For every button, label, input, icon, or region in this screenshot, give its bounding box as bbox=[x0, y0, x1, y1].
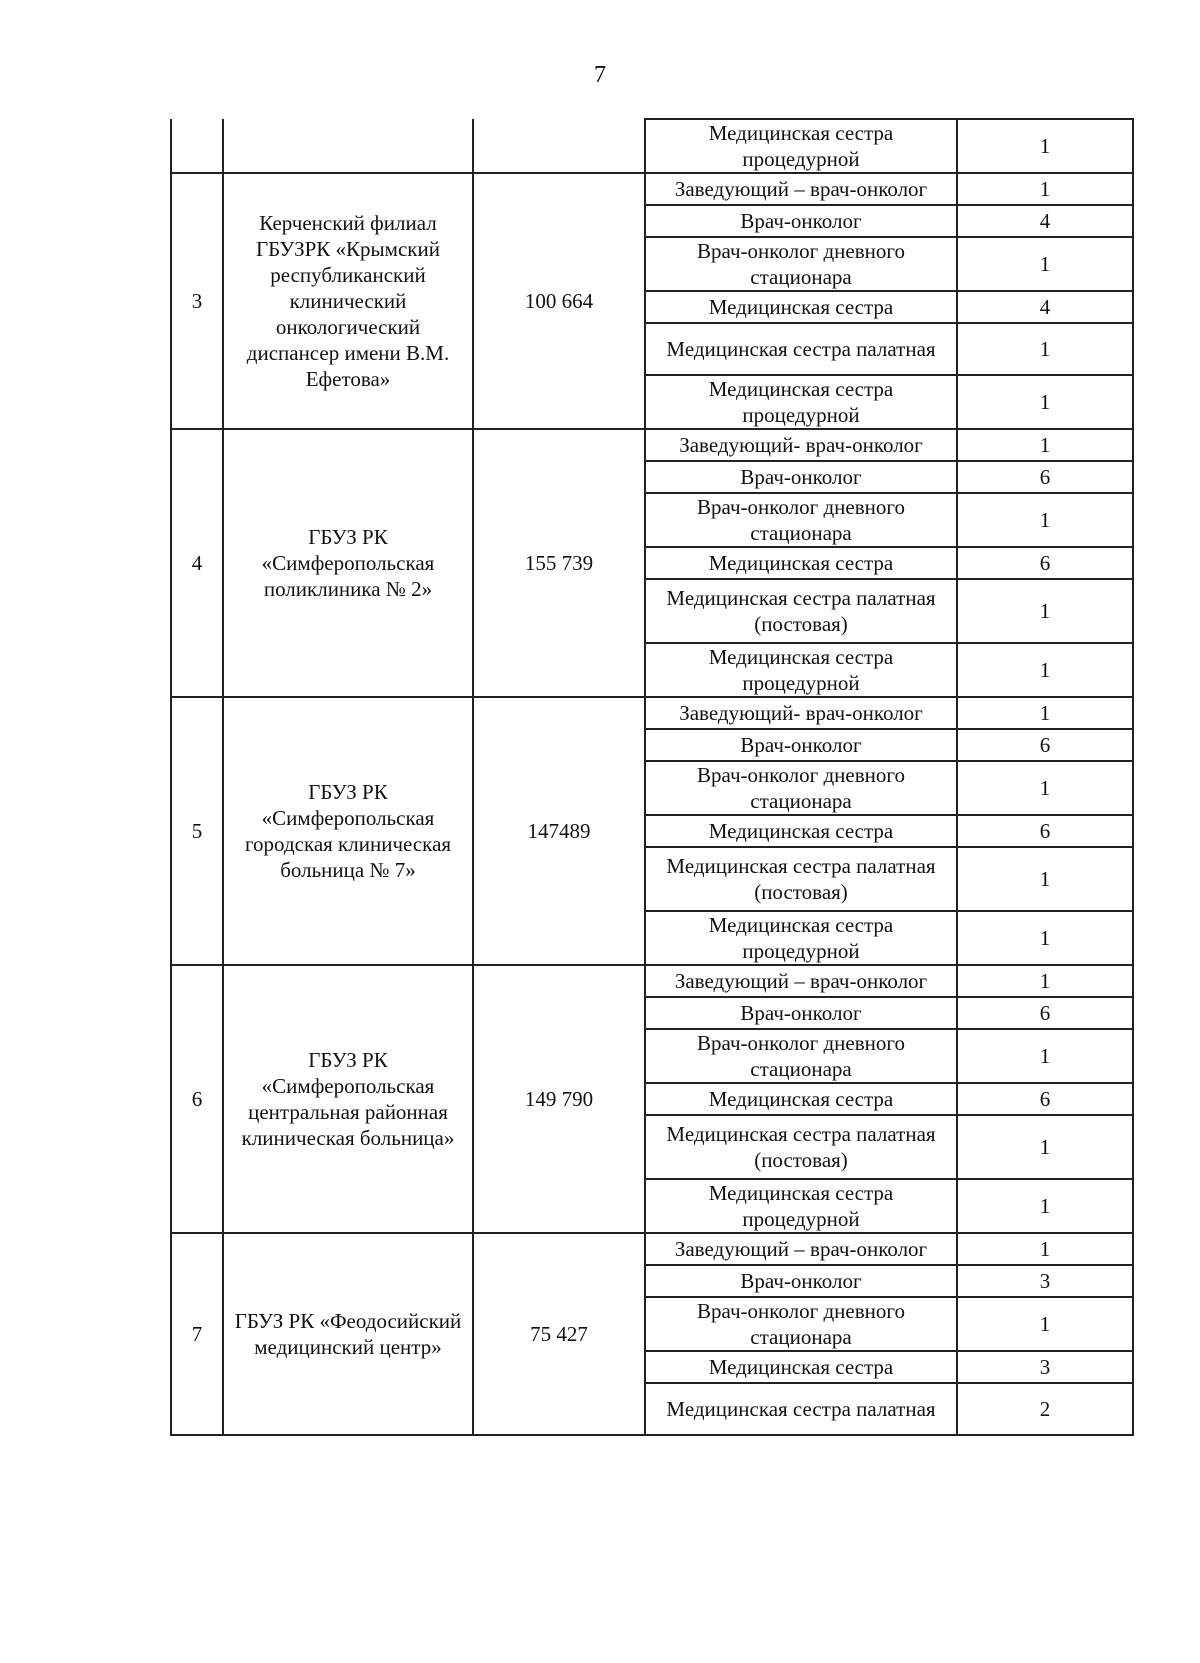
position-count-cell: 3 bbox=[957, 1265, 1133, 1297]
position-count-cell: 1 bbox=[957, 1029, 1133, 1083]
table-row bbox=[171, 965, 1133, 997]
position-title-cell: Врач-онколог bbox=[645, 205, 957, 237]
position-count-cell: 1 bbox=[957, 1297, 1133, 1351]
position-title-cell: Медицинская сестра палатная (постовая) bbox=[645, 579, 957, 643]
position-title-cell: Заведующий – врач-онколог bbox=[645, 1233, 957, 1265]
position-title-cell: Врач-онколог bbox=[645, 729, 957, 761]
organization-cell bbox=[223, 119, 473, 173]
position-count-cell: 1 bbox=[957, 429, 1133, 461]
row-number-cell: 5 bbox=[171, 697, 223, 965]
position-title-cell: Медицинская сестра процедурной bbox=[645, 1179, 957, 1233]
position-title-cell: Медицинская сестра bbox=[645, 1083, 957, 1115]
position-title-cell: Медицинская сестра bbox=[645, 815, 957, 847]
row-number-cell bbox=[171, 119, 223, 173]
population-cell bbox=[473, 119, 645, 173]
position-count-cell: 1 bbox=[957, 493, 1133, 547]
staffing-table-body bbox=[171, 119, 1133, 1435]
position-title-cell: Заведующий – врач-онколог bbox=[645, 965, 957, 997]
position-count-cell: 1 bbox=[957, 119, 1133, 173]
position-title-cell: Заведующий- врач-онколог bbox=[645, 429, 957, 461]
position-title-cell: Медицинская сестра палатная bbox=[645, 1383, 957, 1435]
position-count-cell: 4 bbox=[957, 205, 1133, 237]
position-count-cell: 6 bbox=[957, 547, 1133, 579]
table-row bbox=[171, 697, 1133, 729]
position-count-cell: 1 bbox=[957, 761, 1133, 815]
position-count-cell: 1 bbox=[957, 911, 1133, 965]
staffing-table bbox=[170, 118, 1134, 1436]
row-number-cell: 6 bbox=[171, 965, 223, 1233]
table-row bbox=[171, 429, 1133, 461]
position-count-cell: 1 bbox=[957, 579, 1133, 643]
row-number-cell: 4 bbox=[171, 429, 223, 697]
organization-cell: Керченский филиал ГБУЗРК «Крымский республиканский клинический онкологический диспансер имени В.М. Ефетова» bbox=[223, 173, 473, 429]
population-cell: 149 790 bbox=[473, 965, 645, 1233]
position-count-cell: 1 bbox=[957, 237, 1133, 291]
position-title-cell: Врач-онколог bbox=[645, 997, 957, 1029]
position-count-cell: 1 bbox=[957, 643, 1133, 697]
position-title-cell: Врач-онколог bbox=[645, 1265, 957, 1297]
population-cell: 75 427 bbox=[473, 1233, 645, 1435]
position-title-cell: Врач-онколог дневного стационара bbox=[645, 1297, 957, 1351]
position-title-cell: Медицинская сестра палатная (постовая) bbox=[645, 1115, 957, 1179]
position-title-cell: Медицинская сестра процедурной bbox=[645, 643, 957, 697]
organization-cell: ГБУЗ РК «Симферопольская городская клиническая больница № 7» bbox=[223, 697, 473, 965]
position-count-cell: 6 bbox=[957, 997, 1133, 1029]
position-count-cell: 1 bbox=[957, 697, 1133, 729]
position-count-cell: 1 bbox=[957, 965, 1133, 997]
population-cell: 100 664 bbox=[473, 173, 645, 429]
position-count-cell: 3 bbox=[957, 1351, 1133, 1383]
position-title-cell: Медицинская сестра bbox=[645, 1351, 957, 1383]
position-title-cell: Врач-онколог bbox=[645, 461, 957, 493]
position-count-cell: 1 bbox=[957, 1115, 1133, 1179]
row-number-cell: 7 bbox=[171, 1233, 223, 1435]
row-number-cell: 3 bbox=[171, 173, 223, 429]
position-count-cell: 1 bbox=[957, 1179, 1133, 1233]
position-count-cell: 6 bbox=[957, 1083, 1133, 1115]
position-count-cell: 6 bbox=[957, 815, 1133, 847]
position-count-cell: 4 bbox=[957, 291, 1133, 323]
position-title-cell: Врач-онколог дневного стационара bbox=[645, 237, 957, 291]
position-title-cell: Медицинская сестра bbox=[645, 547, 957, 579]
organization-cell: ГБУЗ РК «Феодосийский медицинский центр» bbox=[223, 1233, 473, 1435]
table-row bbox=[171, 1233, 1133, 1265]
position-count-cell: 1 bbox=[957, 375, 1133, 429]
population-cell: 155 739 bbox=[473, 429, 645, 697]
organization-cell: ГБУЗ РК «Симферопольская поликлиника № 2» bbox=[223, 429, 473, 697]
position-title-cell: Медицинская сестра палатная (постовая) bbox=[645, 847, 957, 911]
position-count-cell: 2 bbox=[957, 1383, 1133, 1435]
page-number: 7 bbox=[594, 62, 606, 88]
position-count-cell: 1 bbox=[957, 323, 1133, 375]
position-title-cell: Заведующий- врач-онколог bbox=[645, 697, 957, 729]
position-title-cell: Заведующий – врач-онколог bbox=[645, 173, 957, 205]
position-title-cell: Врач-онколог дневного стационара bbox=[645, 761, 957, 815]
position-count-cell: 6 bbox=[957, 461, 1133, 493]
position-title-cell: Врач-онколог дневного стационара bbox=[645, 493, 957, 547]
position-title-cell: Медицинская сестра процедурной bbox=[645, 911, 957, 965]
position-title-cell: Медицинская сестра палатная bbox=[645, 323, 957, 375]
table-row bbox=[171, 173, 1133, 205]
position-count-cell: 6 bbox=[957, 729, 1133, 761]
population-cell: 147489 bbox=[473, 697, 645, 965]
organization-cell: ГБУЗ РК «Симферопольская центральная районная клиническая больница» bbox=[223, 965, 473, 1233]
position-title-cell: Медицинская сестра процедурной bbox=[645, 119, 957, 173]
position-count-cell: 1 bbox=[957, 1233, 1133, 1265]
position-count-cell: 1 bbox=[957, 847, 1133, 911]
position-title-cell: Медицинская сестра bbox=[645, 291, 957, 323]
position-title-cell: Врач-онколог дневного стационара bbox=[645, 1029, 957, 1083]
position-title-cell: Медицинская сестра процедурной bbox=[645, 375, 957, 429]
table-row bbox=[171, 119, 1133, 173]
position-count-cell: 1 bbox=[957, 173, 1133, 205]
